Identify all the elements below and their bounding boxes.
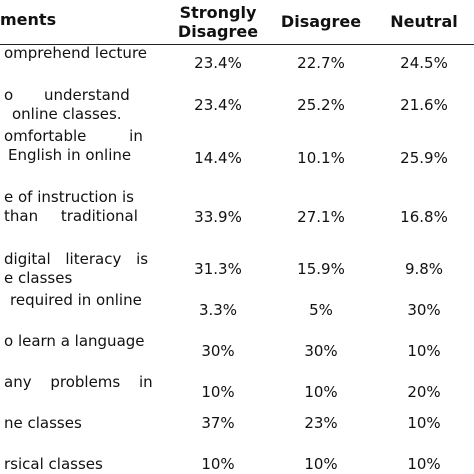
row-statement	[0, 44, 158, 63]
cell-disagree: 25.2%	[297, 96, 345, 114]
cell-strongly-disagree: 37%	[201, 414, 235, 432]
statement-line: rsical classes	[4, 455, 103, 473]
cell-neutral: 21.6%	[400, 96, 448, 114]
cell-disagree: 23%	[304, 414, 338, 432]
cell-disagree: 22.7%	[297, 54, 345, 72]
header-neutral: Neutral	[390, 12, 458, 31]
cell-strongly-disagree: 3.3%	[198, 301, 238, 319]
statement-line: required in online	[10, 291, 142, 309]
cell-strongly-disagree: 23.4%	[194, 54, 242, 72]
row-statement	[0, 250, 158, 288]
cell-neutral: 10%	[407, 414, 441, 432]
cell-neutral: 25.9%	[400, 149, 448, 167]
row-statement	[0, 373, 158, 392]
cell-disagree: 15.9%	[297, 260, 345, 278]
statement-line: o understand	[4, 86, 130, 104]
cell-neutral: 10%	[407, 342, 441, 360]
cell-neutral: 10%	[407, 455, 441, 473]
statement-line: omprehend lecture	[4, 44, 148, 62]
statement-line: digital literacy is	[4, 250, 149, 268]
cell-disagree: 30%	[304, 342, 338, 360]
statement-line: English in online	[8, 146, 132, 164]
header-strongly-disagree-line2: Disagree	[177, 22, 259, 41]
statement-line: e classes	[4, 269, 73, 287]
cell-strongly-disagree: 14.4%	[194, 149, 242, 167]
cell-disagree: 10%	[304, 455, 338, 473]
statement-line: online classes.	[12, 105, 122, 123]
row-statement	[0, 414, 158, 433]
cell-disagree: 5%	[309, 301, 333, 319]
cell-disagree: 10%	[304, 383, 338, 401]
cell-strongly-disagree: 23.4%	[194, 96, 242, 114]
statement-line: e of instruction is	[4, 188, 134, 206]
header-strongly-disagree	[170, 3, 266, 41]
cell-strongly-disagree: 10%	[201, 455, 235, 473]
cell-neutral: 30%	[407, 301, 441, 319]
row-statement	[0, 291, 158, 310]
header-strongly-disagree-line1: Strongly	[179, 3, 257, 22]
statement-line: than traditional	[4, 207, 138, 225]
cell-strongly-disagree: 30%	[201, 342, 235, 360]
cell-disagree: 10.1%	[297, 149, 345, 167]
header-disagree: Disagree	[280, 12, 362, 31]
cell-strongly-disagree: 10%	[201, 383, 235, 401]
cell-neutral: 16.8%	[400, 208, 448, 226]
cell-strongly-disagree: 33.9%	[194, 208, 242, 226]
statement-line: o learn a language	[4, 332, 145, 350]
cell-neutral: 9.8%	[404, 260, 444, 278]
cell-disagree: 27.1%	[297, 208, 345, 226]
row-statement	[0, 127, 158, 165]
cell-neutral: 20%	[407, 383, 441, 401]
header-statements: ments	[0, 10, 57, 29]
row-statement	[0, 332, 158, 351]
statement-line: omfortable in	[4, 127, 143, 145]
cell-neutral: 24.5%	[400, 54, 448, 72]
row-statement	[0, 455, 158, 474]
statement-line: ne classes	[4, 414, 82, 432]
row-statement	[0, 188, 158, 226]
row-statement	[0, 86, 158, 124]
cell-strongly-disagree: 31.3%	[194, 260, 242, 278]
statement-line: any problems in	[4, 373, 153, 391]
